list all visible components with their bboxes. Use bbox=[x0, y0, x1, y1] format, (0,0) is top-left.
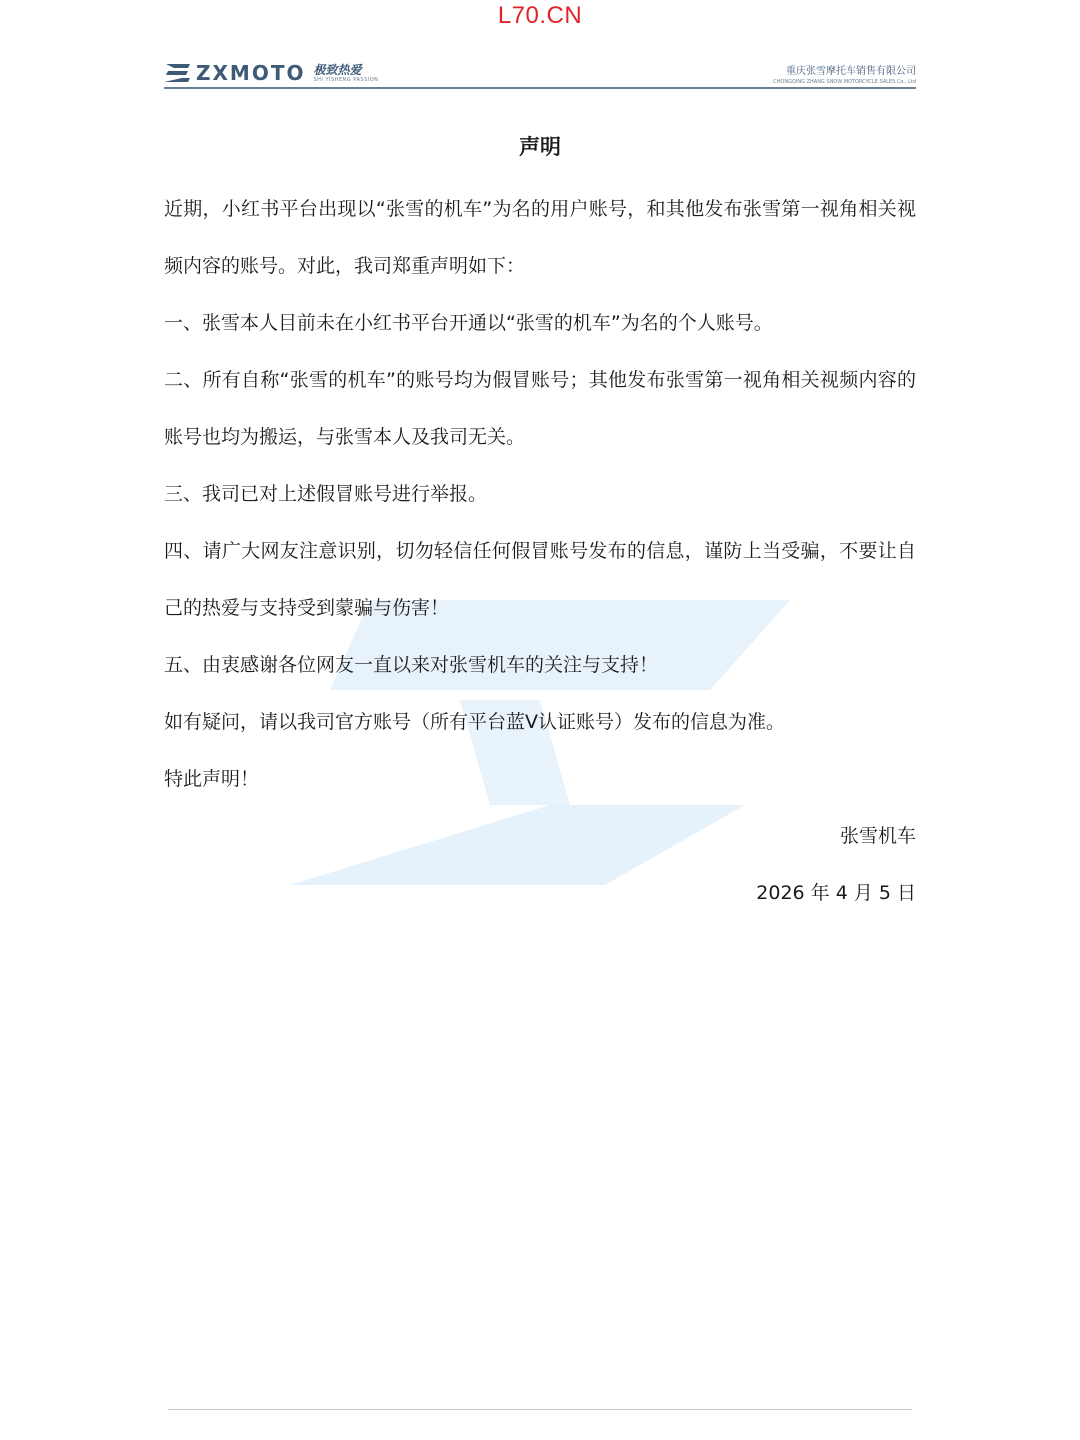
zxmoto-logo-icon bbox=[164, 62, 192, 84]
brand-name: ZXMOTO bbox=[196, 61, 306, 85]
slogan-en: SHI YISHENG PASSION bbox=[313, 76, 379, 83]
paragraph-item-2: 二、所有自称“张雪的机车”的账号均为假冒账号；其他发布张雪第一视角相关视频内容的账号也均为搬运，与张雪本人及我司无关。 bbox=[164, 369, 916, 448]
slogan-cn: 极致热爱 bbox=[313, 62, 362, 77]
site-watermark: L70.CN bbox=[497, 2, 583, 29]
statement-document bbox=[164, 125, 916, 922]
paragraph-item-3: 三、我司已对上述假冒账号进行举报。 bbox=[164, 483, 488, 505]
paragraph-contact: 如有疑问，请以我司官方账号（所有平台蓝V认证账号）发布的信息为准。 bbox=[164, 711, 785, 733]
date: 2026 年 4 月 5 日 bbox=[756, 882, 916, 904]
document-title: 声明 bbox=[519, 135, 561, 159]
paragraph-item-5: 五、由衷感谢各位网友一直以来对张雪机车的关注与支持！ bbox=[164, 654, 659, 676]
zxmoto-logo bbox=[164, 58, 378, 88]
paragraph-item-1: 一、张雪本人目前未在小红书平台开通以“张雪的机车”为名的个人账号。 bbox=[164, 312, 773, 334]
company-name-en: CHONGQING ZHANG SNOW MOTORCYCLE SALES Co., Ltd bbox=[773, 79, 916, 85]
company-name bbox=[773, 67, 916, 85]
header-divider bbox=[164, 87, 916, 89]
paragraph-item-4: 四、请广大网友注意识别，切勿轻信任何假冒账号发布的信息，谨防上当受骗，不要让自己的热爱与支持受到蒙骗与伤害！ bbox=[164, 540, 916, 619]
paragraph-intro: 近期，小红书平台出现以“张雪的机车”为名的用户账号，和其他发布张雪第一视角相关视频内容的账号。对此，我司郑重声明如下： bbox=[164, 198, 916, 277]
paragraph-closing: 特此声明！ bbox=[164, 768, 260, 790]
signature: 张雪机车 bbox=[839, 825, 916, 847]
company-name-cn: 重庆张雪摩托车销售有限公司 bbox=[786, 66, 916, 77]
brand-slogan bbox=[313, 64, 378, 83]
footer-divider bbox=[168, 1409, 912, 1410]
